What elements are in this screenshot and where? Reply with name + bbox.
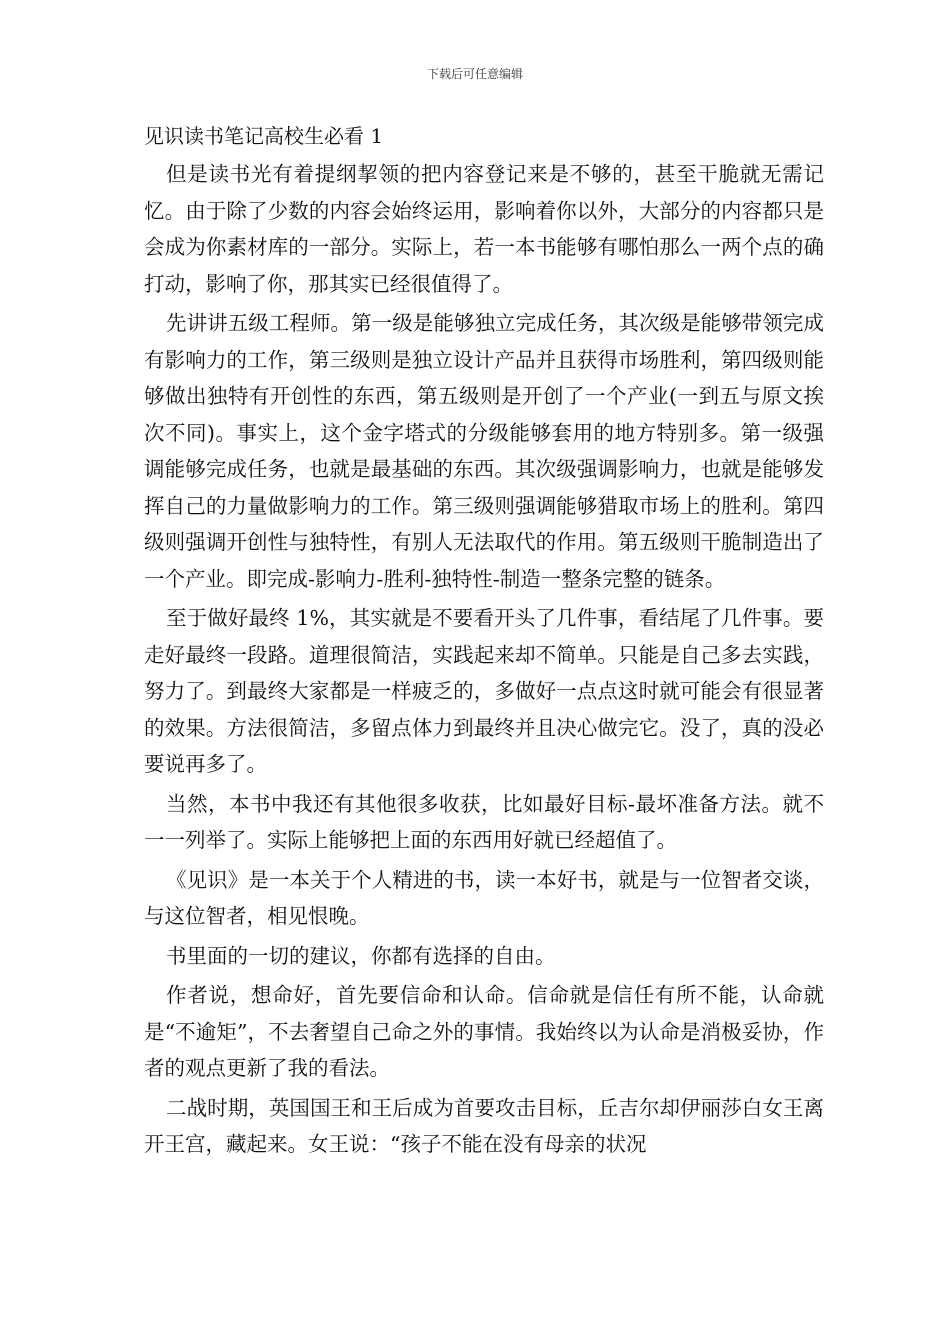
document-title: 见识读书笔记高校生必看 1 <box>144 124 384 148</box>
header-note: 下载后可任意编辑 <box>426 67 523 81</box>
paragraph-3: 至于做好最终 1%，其实就是不要看开头了几件事，看结尾了几件事。要走好最终一段路。道理很简洁，实践起来却不简单。只能是自己多去实践，努力了。到最终大家都是一样疲乏的，多做好一点点这时就可能会有很显著的效果。方法很简洁，多留点体力到最终并且决心做完它。没了，真的没必要说再多了。 <box>144 606 824 776</box>
paragraph-6: 书里面的一切的建议，你都有选择的自由。 <box>166 943 556 968</box>
paragraph-4: 当然，本书中我还有其他很多收获，比如最好目标-最坏准备方法。就不一一列举了。实际上能够把上面的东西用好就已经超值了。 <box>144 791 824 852</box>
paragraph-1: 但是读书光有着提纲挈领的把内容登记来是不够的，甚至干脆就无需记忆。由于除了少数的内容会始终运用，影响着你以外，大部分的内容都只是会成为你素材库的一部分。实际上，若一本书能够有哪怕那么一两个点的确打动，影响了你，那其实已经很值得了。 <box>144 162 824 296</box>
paragraph-2: 先讲讲五级工程师。第一级是能够独立完成任务，其次级是能够带领完成有影响力的工作，第三级则是独立设计产品并且获得市场胜利，第四级则能够做出独特有开创性的东西，第五级则是开创了一个产业(一到五与原文挨次不同)。事实上，这个金字塔式的分级能够套用的地方特别多。第一级强调能够完成任务，也就是最基础的东西。其次级强调影响力，也就是能够发挥自己的力量做影响力的工作。第三级则强调能够猎取市场上的胜利。第四级则强调开创性与独特性，有别人无法取代的作用。第五级则干脆制造出了一个产业。即完成-影响力-胜利-独特性-制造一整条完整的链条。 <box>144 311 824 591</box>
document-body <box>144 118 824 1166</box>
paragraph-5: 《见识》是一本关于个人精进的书，读一本好书，就是与一位智者交谈，与这位智者，相见恨晚。 <box>144 867 824 928</box>
paragraph-7: 作者说，想命好，首先要信命和认命。信命就是信任有所不能，认命就是“不逾矩”，不去奢望自己命之外的事情。我始终以为认命是消极妥协，作者的观点更新了我的看法。 <box>144 983 824 1080</box>
paragraph-8: 二战时期，英国国王和王后成为首要攻击目标，丘吉尔却伊丽莎白女王离开王宫，藏起来。女王说：“孩子不能在没有母亲的状况 <box>144 1095 824 1156</box>
